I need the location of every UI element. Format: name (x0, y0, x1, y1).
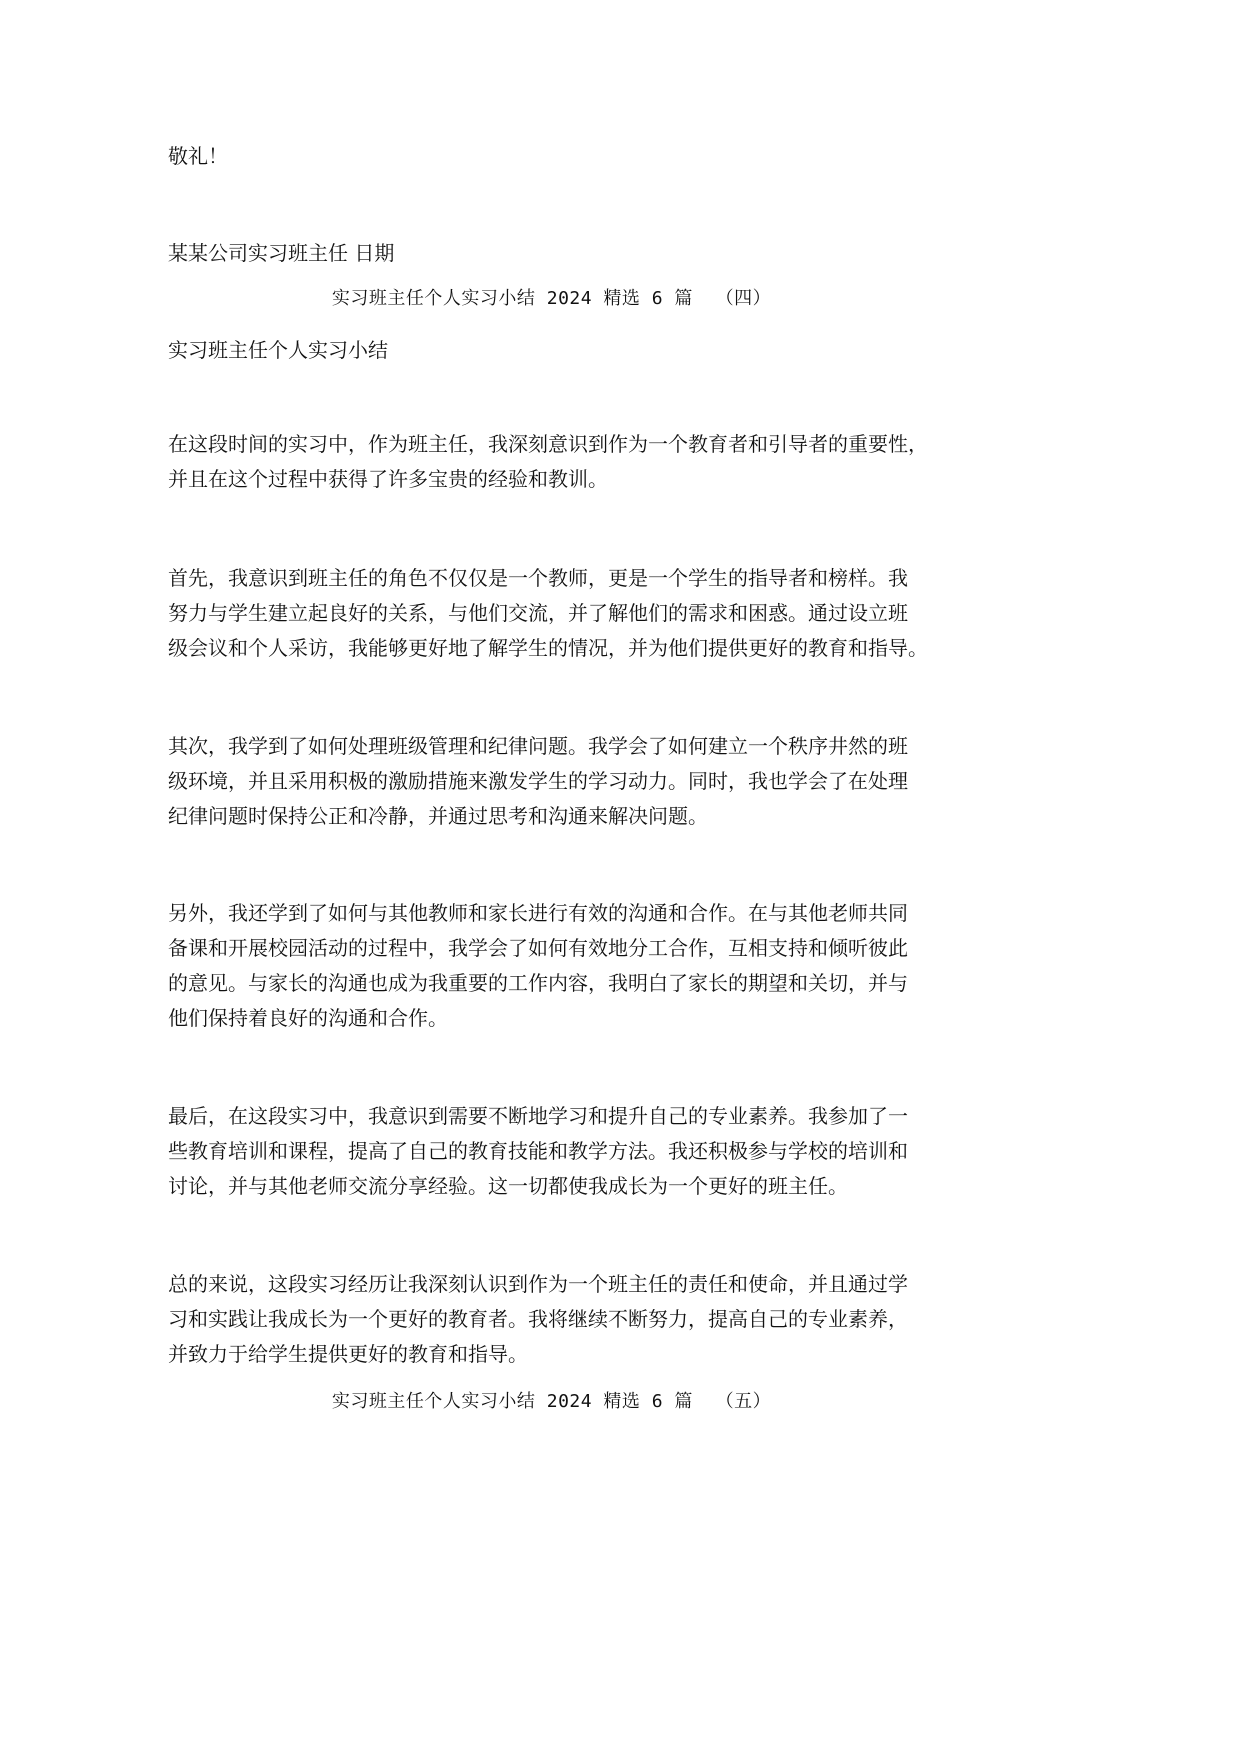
paragraph-line: 级环境，并且采用积极的激励措施来激发学生的学习动力。同时，我也学会了在处理 (168, 769, 908, 793)
closing-salutation: 敬礼！ (168, 144, 228, 168)
section-heading-4: 实习班主任个人实习小结 2024 精选 6 篇 （四） (331, 288, 772, 309)
paragraph-line: 其次，我学到了如何处理班级管理和纪律问题。我学会了如何建立一个秩序井然的班 (168, 734, 908, 758)
paragraph-line: 备课和开展校园活动的过程中，我学会了如何有效地分工合作，互相支持和倾听彼此 (168, 936, 908, 960)
closing-signature: 某某公司实习班主任 日期 (168, 241, 395, 265)
section-title: 实习班主任个人实习小结 (168, 338, 388, 362)
paragraph-line: 努力与学生建立起良好的关系，与他们交流，并了解他们的需求和困惑。通过设立班 (168, 601, 908, 625)
paragraph-line: 总的来说，这段实习经历让我深刻认识到作为一个班主任的责任和使命，并且通过学 (168, 1272, 908, 1296)
paragraph-1 (168, 427, 968, 497)
paragraph-4 (168, 896, 968, 1036)
paragraph-line: 并且在这个过程中获得了许多宝贵的经验和教训。 (168, 467, 608, 491)
paragraph-line: 最后，在这段实习中，我意识到需要不断地学习和提升自己的专业素养。我参加了一 (168, 1104, 908, 1128)
paragraph-line: 另外，我还学到了如何与其他教师和家长进行有效的沟通和合作。在与其他老师共同 (168, 901, 908, 925)
paragraph-2 (168, 561, 968, 666)
paragraph-line: 纪律问题时保持公正和冷静，并通过思考和沟通来解决问题。 (168, 804, 708, 828)
paragraph-line: 级会议和个人采访，我能够更好地了解学生的情况，并为他们提供更好的教育和指导。 (168, 636, 928, 660)
paragraph-line: 些教育培训和课程，提高了自己的教育技能和教学方法。我还积极参与学校的培训和 (168, 1139, 908, 1163)
paragraph-line: 并致力于给学生提供更好的教育和指导。 (168, 1342, 528, 1366)
section-heading-5: 实习班主任个人实习小结 2024 精选 6 篇 （五） (331, 1391, 772, 1412)
paragraph-3 (168, 729, 968, 834)
paragraph-6 (168, 1267, 968, 1372)
paragraph-line: 首先，我意识到班主任的角色不仅仅是一个教师，更是一个学生的指导者和榜样。我 (168, 566, 908, 590)
paragraph-line: 在这段时间的实习中，作为班主任，我深刻意识到作为一个教育者和引导者的重要性， (168, 432, 928, 456)
paragraph-line: 讨论，并与其他老师交流分享经验。这一切都使我成长为一个更好的班主任。 (168, 1174, 848, 1198)
paragraph-line: 习和实践让我成长为一个更好的教育者。我将继续不断努力，提高自己的专业素养， (168, 1307, 908, 1331)
paragraph-line: 的意见。与家长的沟通也成为我重要的工作内容，我明白了家长的期望和关切，并与 (168, 971, 908, 995)
paragraph-5 (168, 1099, 968, 1204)
paragraph-line: 他们保持着良好的沟通和合作。 (168, 1006, 448, 1030)
